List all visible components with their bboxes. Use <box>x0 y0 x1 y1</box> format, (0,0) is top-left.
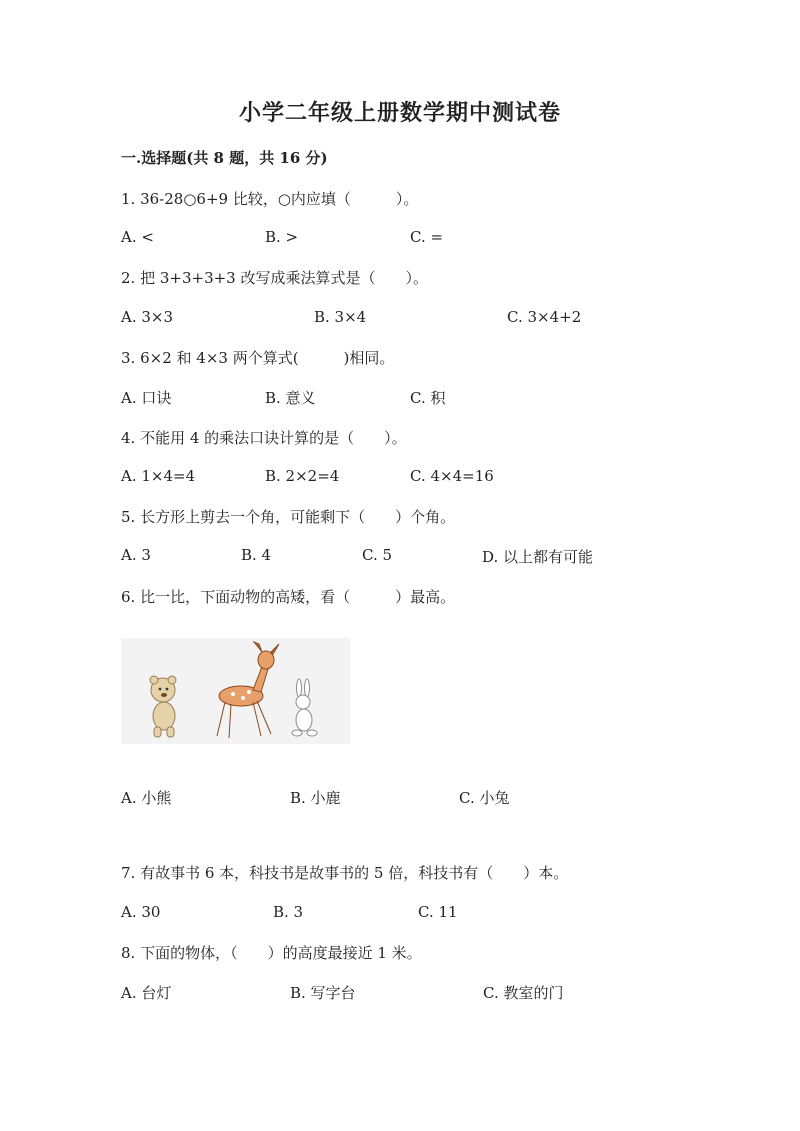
q1-option-a: A. < <box>121 228 154 246</box>
question-5: 5. 长方形上剪去一个角，可能剩下（ ）个角。 <box>121 508 456 526</box>
q1-option-b: B. > <box>265 228 299 246</box>
section-heading: 一.选择题(共 8 题，共 16 分) <box>121 149 328 167</box>
q6-option-b: B. 小鹿 <box>290 789 341 807</box>
question-3: 3. 6×2 和 4×3 两个算式( )相同。 <box>121 349 395 367</box>
deer-figure <box>217 642 279 738</box>
q3-option-a: A. 口诀 <box>121 389 172 407</box>
q6-option-c: C. 小兔 <box>459 789 510 807</box>
rabbit-figure <box>292 679 317 736</box>
q5-option-c: C. 5 <box>362 546 393 564</box>
q5-option-d: D. 以上都有可能 <box>482 548 594 566</box>
q8-option-a: A. 台灯 <box>121 984 172 1002</box>
bear-figure <box>150 676 176 737</box>
q8-option-c: C. 教室的门 <box>483 984 564 1002</box>
q1-option-c: C. = <box>410 228 444 246</box>
q7-option-a: A. 30 <box>121 903 161 921</box>
q5-option-a: A. 3 <box>121 546 151 564</box>
q4-option-b: B. 2×2=4 <box>265 467 340 485</box>
q2-option-a: A. 3×3 <box>121 308 174 326</box>
question-7: 7. 有故事书 6 本，科技书是故事书的 5 倍，科技书有（ ）本。 <box>121 864 569 882</box>
q3-option-b: B. 意义 <box>265 389 316 407</box>
question-2: 2. 把 3+3+3+3 改写成乘法算式是（ ）。 <box>121 269 428 287</box>
q6-option-a: A. 小熊 <box>121 789 172 807</box>
question-1: 1. 36-28○6+9 比较，○内应填（ ）。 <box>121 190 419 208</box>
q5-option-b: B. 4 <box>241 546 272 564</box>
animals-illustration <box>121 638 350 744</box>
q3-option-c: C. 积 <box>410 389 446 407</box>
q8-option-b: B. 写字台 <box>290 984 356 1002</box>
q2-option-c: C. 3×4+2 <box>507 308 582 326</box>
question-6: 6. 比一比，下面动物的高矮，看（ ）最高。 <box>121 588 456 606</box>
q4-option-a: A. 1×4=4 <box>121 467 196 485</box>
page-title: 小学二年级上册数学期中测试卷 <box>238 100 561 126</box>
question-4: 4. 不能用 4 的乘法口诀计算的是（ ）。 <box>121 429 407 447</box>
question-8: 8. 下面的物体，（ ）的高度最接近 1 米。 <box>121 944 422 962</box>
q7-option-b: B. 3 <box>273 903 304 921</box>
q4-option-c: C. 4×4=16 <box>410 467 494 485</box>
q2-option-b: B. 3×4 <box>314 308 367 326</box>
q7-option-c: C. 11 <box>418 903 458 921</box>
